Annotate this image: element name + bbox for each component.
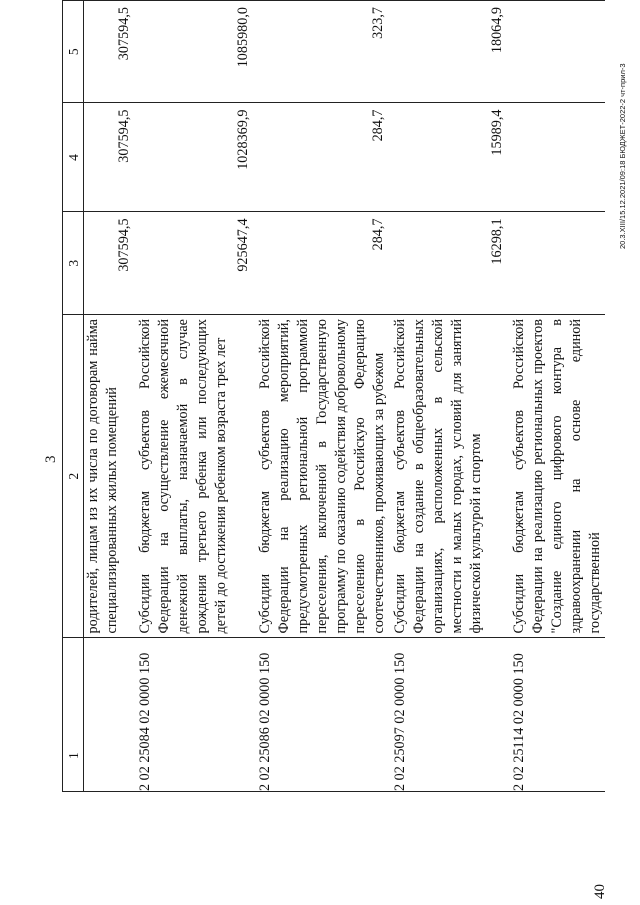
table-row	[510, 1, 605, 792]
row-description: Субсидии бюджетам субъектов Российской Федерации на реализацию мероприятий, предусмотренных региональной программой переселения, включенной в Государственную программу по оказанию содействия добровольному переселению в Российскую Федерацию соотечественников, проживающих за рубежом	[256, 315, 391, 638]
column-header-4: 4	[63, 103, 84, 212]
amount-col3: 284,7	[256, 212, 391, 315]
row-description: Субсидии бюджетам субъектов Российской Федерации на осуществление ежемесячной денежной выплаты, назначаемой в случае рождения третьего ребенка или последующих детей до достижения ребенком возраста трех лет	[136, 315, 256, 638]
column-header-1: 1	[63, 638, 84, 792]
table-row	[256, 1, 391, 792]
budget-table	[62, 0, 605, 792]
table-row	[84, 1, 137, 792]
amount-col4: 15989,4	[391, 103, 510, 212]
amount-col3	[510, 212, 605, 315]
table-row	[391, 1, 510, 792]
row-description: Субсидии бюджетам субъектов Российской Федерации на реализацию региональных проектов "Создание единого цифрового контура в здравоохранении на основе единой государственной	[510, 315, 605, 638]
column-header-5: 5	[63, 1, 84, 103]
amount-col5: 323,7	[256, 1, 391, 103]
row-description: Субсидии бюджетам субъектов Российской Федерации на создание в общеобразовательных организациях, расположенных в сельской местности и малых городах, условий для занятий физической культурой и спортом	[391, 315, 510, 638]
amount-col4	[510, 103, 605, 212]
table-header-row	[63, 1, 84, 792]
budget-code	[84, 638, 137, 792]
amount-col5: 18064,9	[391, 1, 510, 103]
table-row	[136, 1, 256, 792]
budget-code: 2 02 25097 02 0000 150	[391, 638, 510, 792]
page-marker: 3	[43, 455, 59, 463]
amount-col4: 284,7	[256, 103, 391, 212]
page-number: 40	[592, 884, 608, 899]
amount-col5: 1085980,0	[136, 1, 256, 103]
amount-col3: 16298,1	[391, 212, 510, 315]
amount-col4: 1028369,9	[136, 103, 256, 212]
print-stamp: 20.3.XIII/15.12.2021/09:18 БЮДЖЕТ-2022-2 чт-прил-3	[618, 63, 627, 249]
amount-col5: 307594,5	[84, 1, 137, 103]
column-header-2: 2	[63, 315, 84, 638]
budget-code: 2 02 25086 02 0000 150	[256, 638, 391, 792]
amount-col3: 925647,4	[136, 212, 256, 315]
column-header-3: 3	[63, 212, 84, 315]
row-description: родителей, лицам из их числа по договорам найма специализированных жилых помещений	[84, 315, 137, 638]
amount-col5	[510, 1, 605, 103]
budget-code: 2 02 25114 02 0000 150	[510, 638, 605, 792]
amount-col3: 307594,5	[84, 212, 137, 315]
budget-code: 2 02 25084 02 0000 150	[136, 638, 256, 792]
amount-col4: 307594,5	[84, 103, 137, 212]
